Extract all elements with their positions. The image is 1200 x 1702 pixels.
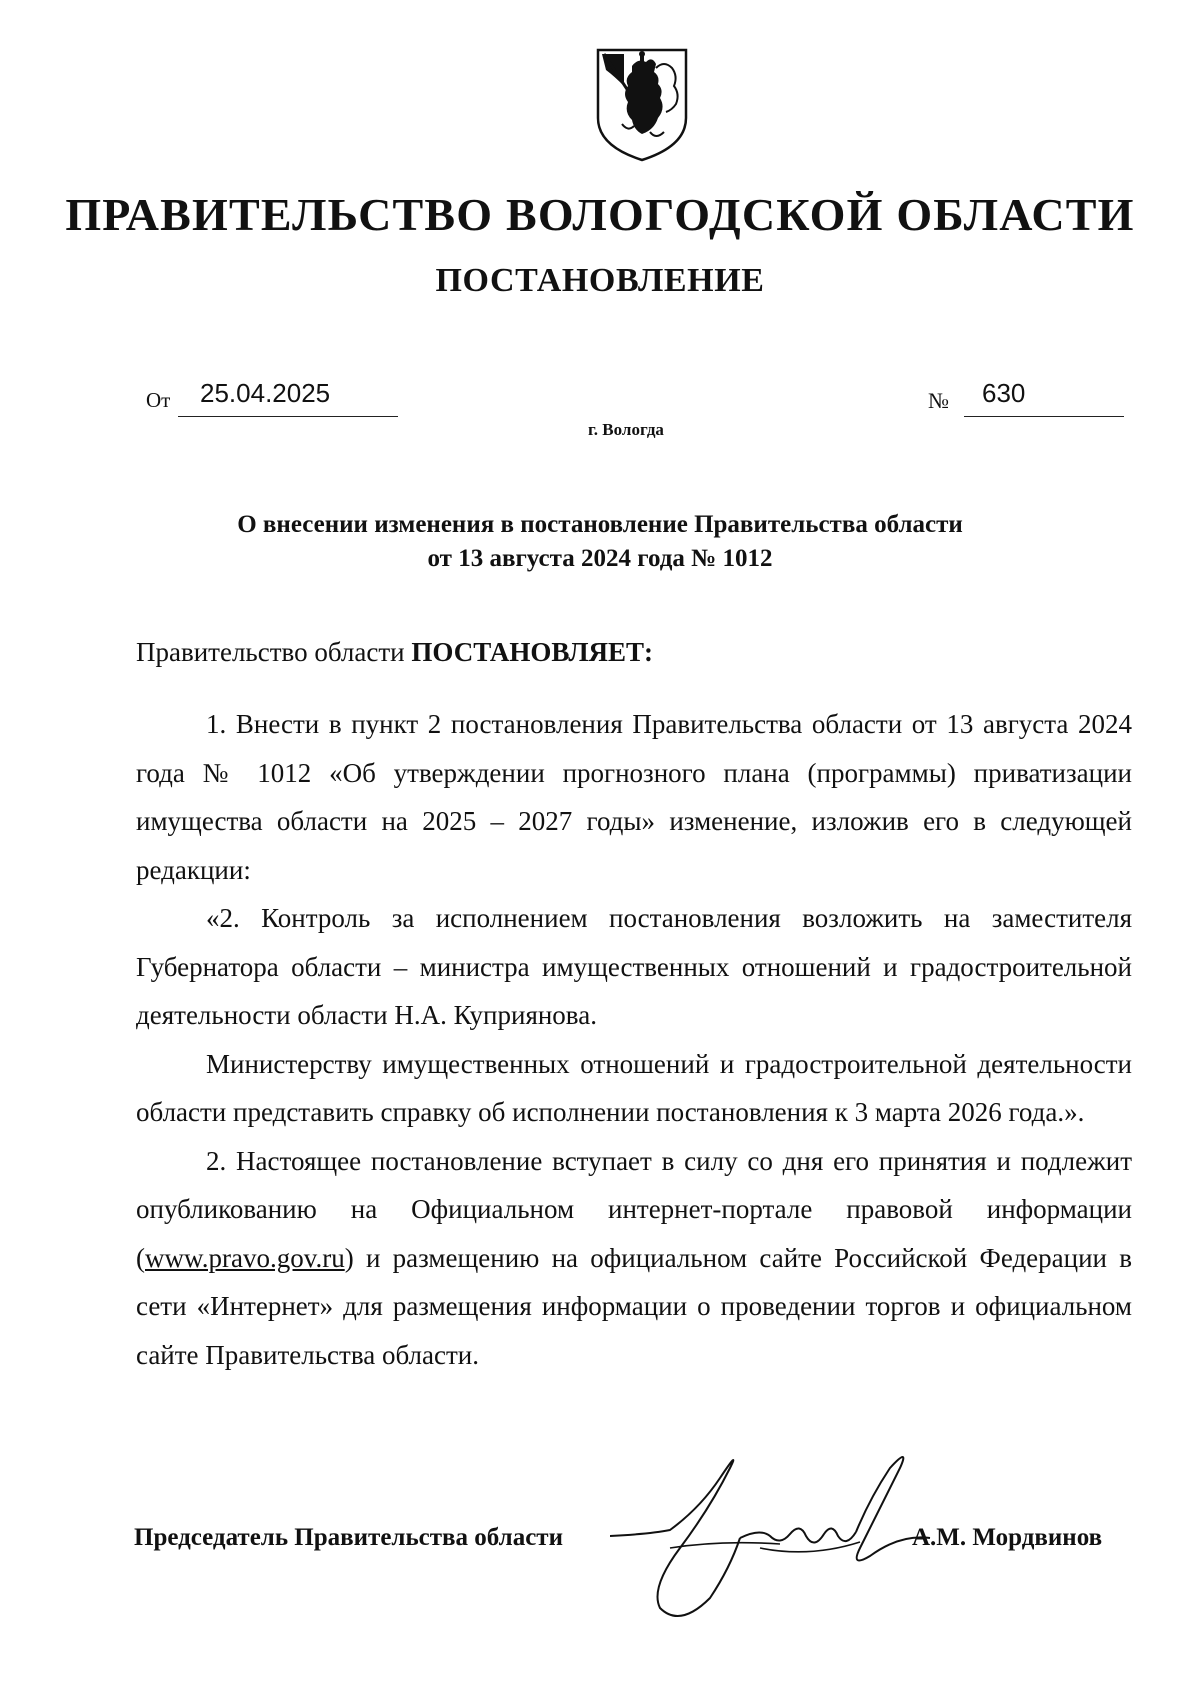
intro-prefix: Правительство области — [136, 637, 412, 667]
document-type-title: ПОСТАНОВЛЕНИЕ — [435, 262, 765, 299]
date-label: От — [146, 388, 171, 412]
coat-of-arms-icon — [594, 46, 690, 164]
handwritten-signature-icon — [610, 1438, 940, 1638]
paragraph-3: Министерству имущественных отношений и градостроительной деятельности области представить справку об исполнении постановления к 3 марта 2026 года.». — [136, 1048, 1132, 1127]
paragraph-4 — [136, 1137, 1132, 1380]
date-field — [178, 378, 398, 417]
date-value: 25.04.2025 — [200, 378, 331, 408]
number-field — [964, 378, 1124, 417]
city-label: г. Вологда — [588, 420, 664, 439]
subject-line-2: от 13 августа 2024 года № 1012 — [427, 545, 773, 572]
pravo-gov-link[interactable]: www.pravo.gov.ru — [145, 1242, 345, 1273]
number-value: 630 — [982, 378, 1026, 408]
intro-verb: ПОСТАНОВЛЯЕТ: — [411, 637, 653, 667]
number-label: № — [928, 388, 949, 413]
subject-line-1: О внесении изменения в постановление Правительства области — [237, 511, 963, 538]
paragraph-1: 1. Внести в пункт 2 постановления Правительства области от 13 августа 2024 года № 1012 «Об утверждении прогнозного плана (программы) приватизации имущества области на 2025 – 2027 годы» изменение, изложив его в следующей редакции: — [136, 709, 1132, 885]
signatory-name: А.М. Мордвинов — [912, 1524, 1103, 1551]
paragraph-4-end: ) и размещению на официальном сайте Российской Федерации в сети «Интернет» для размещения информации о проведении торгов и официальном сайте Правительства области. — [136, 1242, 1132, 1370]
paragraph-4-start: 2. Настоящее постановление вступает в силу со дня его принятия и подлежит опубликованию на Официальном интернет-портале правовой информации ( — [136, 1145, 1132, 1273]
intro-paragraph — [136, 628, 1132, 677]
signatory-position: Председатель Правительства области — [134, 1524, 563, 1551]
document-body — [136, 700, 1132, 1379]
paragraph-2: «2. Контроль за исполнением постановления возложить на заместителя Губернатора области – министра имущественных отношений и градостроительной деятельности области Н.А. Куприянова. — [136, 903, 1132, 1030]
document-subject — [0, 508, 1200, 576]
government-title: ПРАВИТЕЛЬСТВО ВОЛОГОДСКОЙ ОБЛАСТИ — [65, 189, 1135, 240]
